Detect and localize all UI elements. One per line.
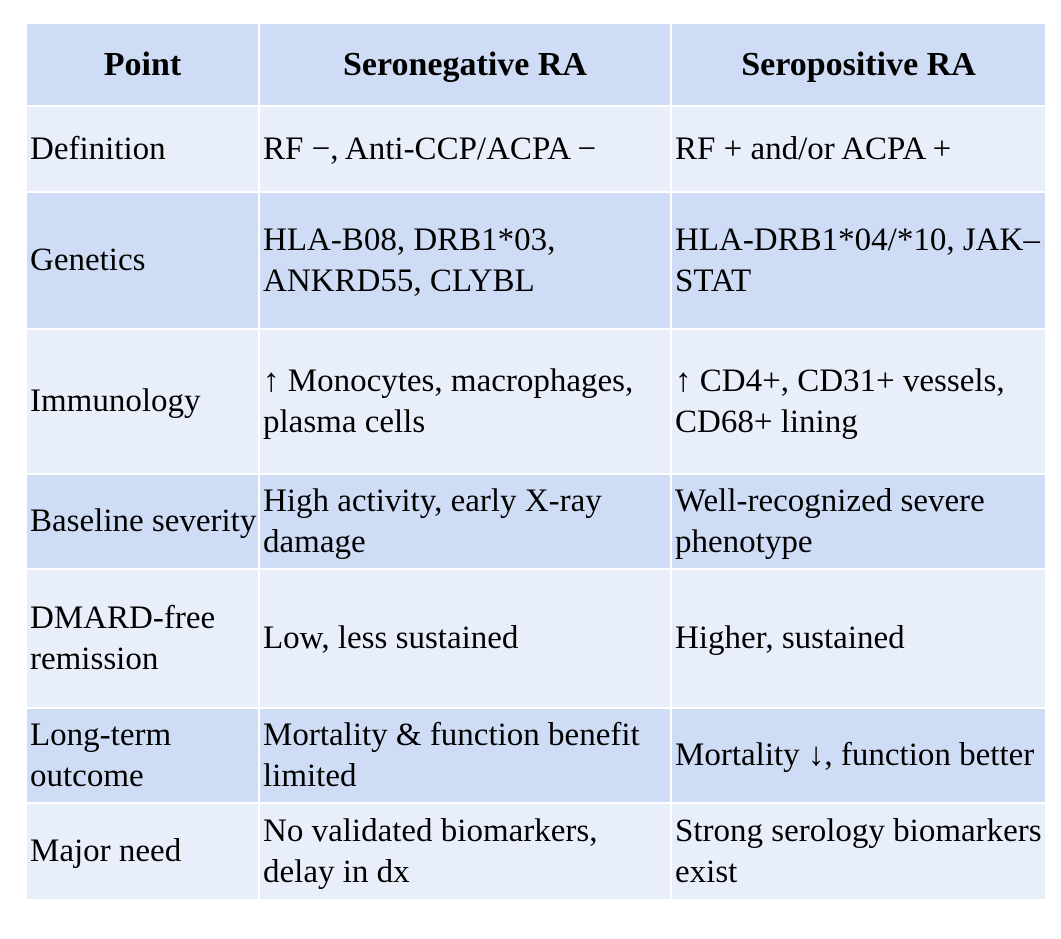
seronegative-cell: No validated biomarkers, delay in dx: [259, 803, 671, 900]
seropositive-cell: HLA-DRB1*04/*10, JAK–STAT: [671, 192, 1046, 329]
point-cell: Major need: [26, 803, 259, 900]
seropositive-cell: RF + and/or ACPA +: [671, 106, 1046, 192]
point-cell: Long-term outcome: [26, 708, 259, 803]
table-row-long-term-outcome: [26, 708, 1046, 803]
seronegative-cell: RF −, Anti-CCP/ACPA −: [259, 106, 671, 192]
header-seropositive: Seropositive RA: [671, 23, 1046, 106]
seropositive-cell: Mortality ↓, function better: [671, 708, 1046, 803]
point-cell: DMARD-free remission: [26, 569, 259, 708]
header-seronegative: Seronegative RA: [259, 23, 671, 106]
comparison-table-container: [25, 22, 1045, 901]
table-row-major-need: [26, 803, 1046, 900]
table-row-immunology: [26, 329, 1046, 474]
point-cell: Definition: [26, 106, 259, 192]
seropositive-cell: ↑ CD4+, CD31+ vessels, CD68+ lining: [671, 329, 1046, 474]
seronegative-cell: Low, less sustained: [259, 569, 671, 708]
table-row-definition: [26, 106, 1046, 192]
seropositive-cell: Higher, sustained: [671, 569, 1046, 708]
table-row-genetics: [26, 192, 1046, 329]
header-point: Point: [26, 23, 259, 106]
point-cell: Baseline severity: [26, 474, 259, 569]
point-cell: Genetics: [26, 192, 259, 329]
comparison-table: [25, 22, 1047, 901]
seronegative-cell: High activity, early X-ray damage: [259, 474, 671, 569]
seronegative-cell: Mortality & function benefit limited: [259, 708, 671, 803]
table-row-baseline-severity: [26, 474, 1046, 569]
seropositive-cell: Strong serology biomarkers exist: [671, 803, 1046, 900]
point-cell: Immunology: [26, 329, 259, 474]
table-row-dmard-free-remission: [26, 569, 1046, 708]
seropositive-cell: Well-recognized severe phenotype: [671, 474, 1046, 569]
seronegative-cell: HLA-B08, DRB1*03, ANKRD55, CLYBL: [259, 192, 671, 329]
seronegative-cell: ↑ Monocytes, macrophages, plasma cells: [259, 329, 671, 474]
table-header-row: [26, 23, 1046, 106]
